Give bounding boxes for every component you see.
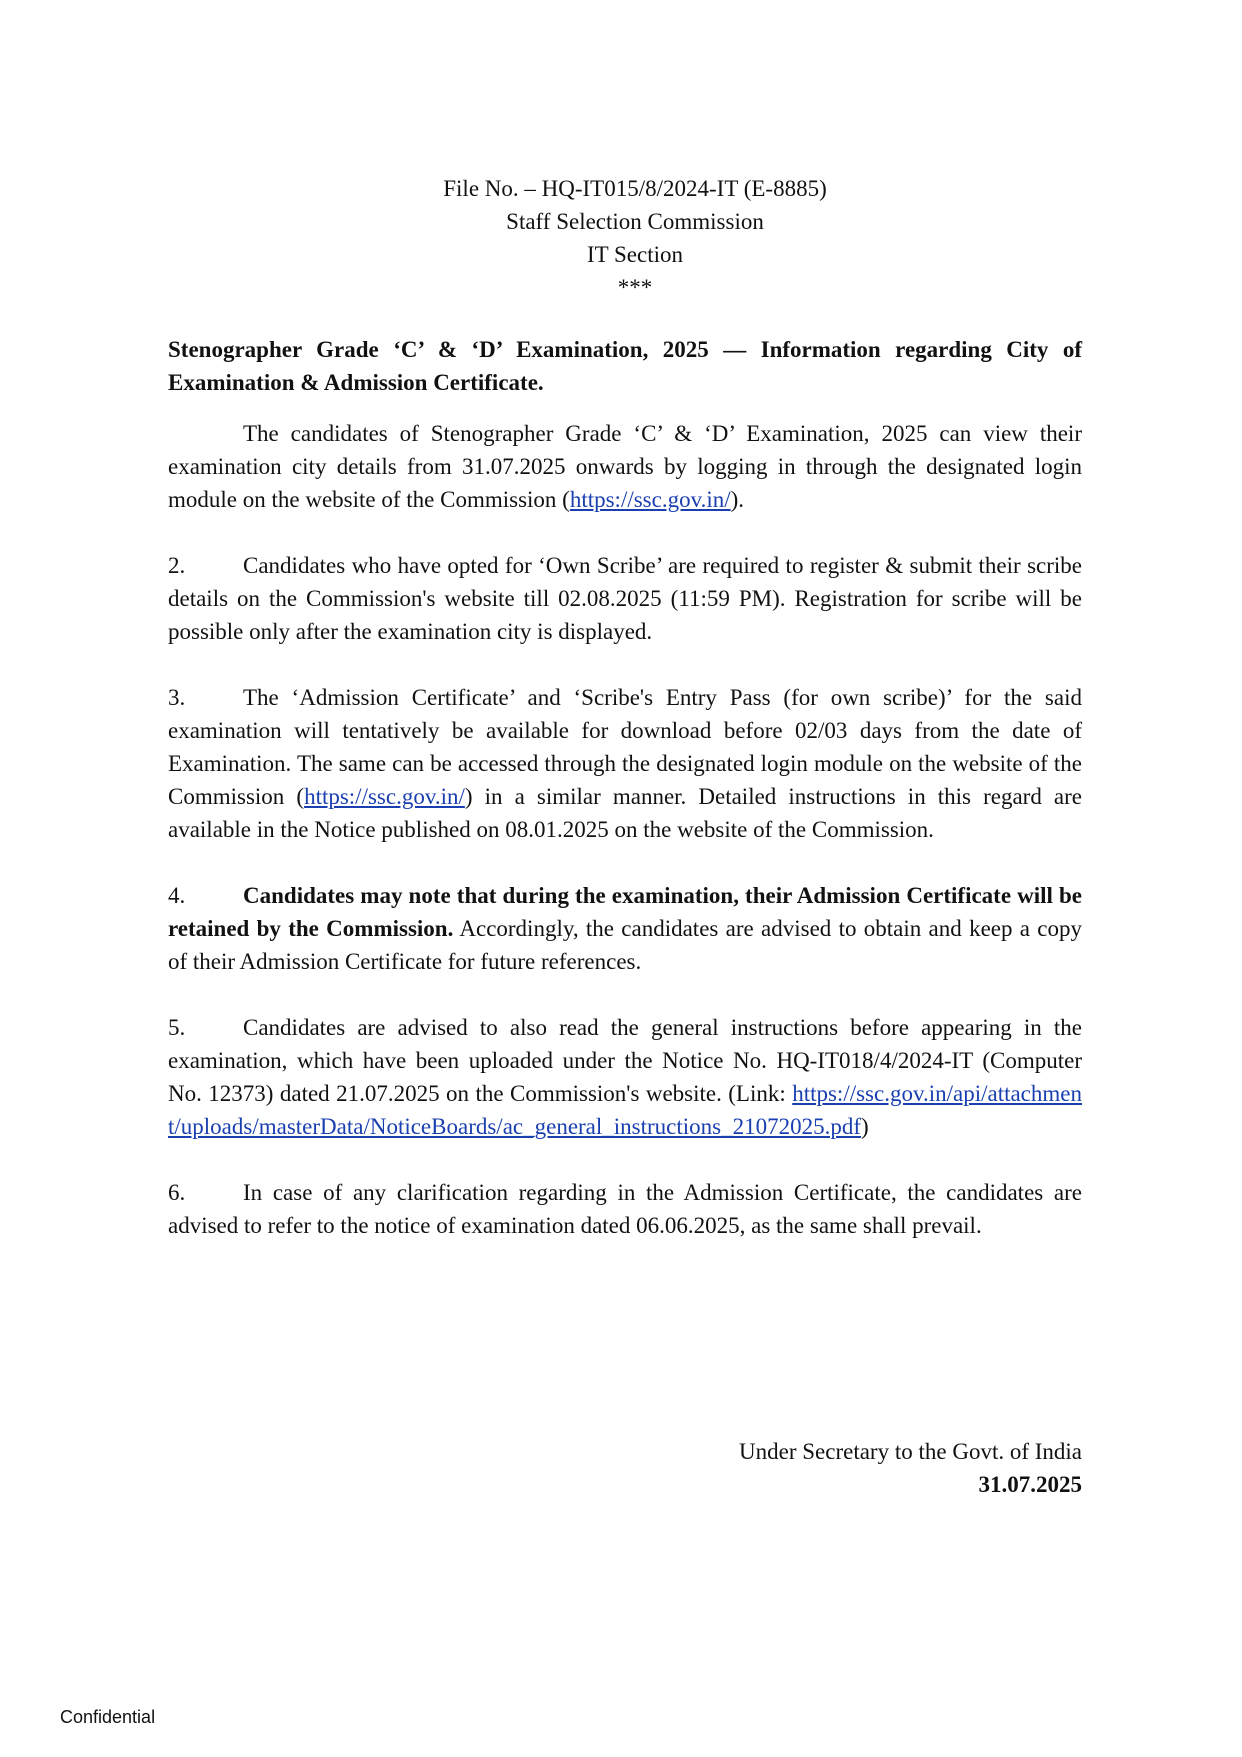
signature-date: 31.07.2025 [978,1472,1082,1497]
document-header [0,172,1242,304]
document-body [168,333,1082,1275]
subject-line: Stenographer Grade ‘C’ & ‘D’ Examination, 2025 — Information regarding City of Examination & Admission Certificate. [168,337,1082,395]
section-name: IT Section [586,242,684,267]
paragraph-4 [168,879,1082,978]
paragraph-2-text: Candidates who have opted for ‘Own Scribe’ are required to register & submit their scribe details on the Commission's website till 02.08.2025 (11:59 PM). Registration for scribe will be possible only after the examination city is displayed. [168,553,1082,644]
signatory-designation: Under Secretary to the Govt. of India [739,1439,1082,1464]
paragraph-4-text: Accordingly, the candidates are advised to obtain and keep a copy of their Admission Certificate for future references. [168,916,1082,974]
paragraph-2 [168,549,1082,648]
paragraph-5-text-end: ) [861,1114,869,1139]
signature-block [739,1435,1082,1501]
paragraph-6 [168,1176,1082,1242]
paragraph-1 [168,417,1082,516]
paragraph-3-text-end: ) in a similar manner. Detailed instructions in this regard are available in the Notice published on 08.01.2025 on the website of the Commission. [168,784,1082,842]
paragraph-6-text: In case of any clarification regarding in the Admission Certificate, the candidates are advised to refer to the notice of examination dated 06.06.2025, as the same shall prevail. [168,1180,1082,1238]
general-instructions-link[interactable]: https://ssc.gov.in/api/attachment/uploads/masterData/NoticeBoards/ac_general_instructions_21072025.pdf [168,1081,1082,1139]
organization-name: Staff Selection Commission [506,209,764,234]
paragraph-3-text: The ‘Admission Certificate’ and ‘Scribe's Entry Pass (for own scribe)’ for the said examination will tentatively be available for download before 02/03 days from the date of Examination. The same can be accessed through the designated login module on the website of the Commission ( [168,685,1082,809]
paragraph-number: 4. [168,883,186,908]
paragraph-5-text: Candidates are advised to also read the general instructions before appearing in the examination, which have been uploaded under the Notice No. HQ-IT018/4/2024-IT (Computer No. 12373) dated 21.07.2025 on the Commission's website. (Link: [168,1015,1082,1106]
paragraph-number: 5. [168,1015,186,1040]
ssc-website-link[interactable]: https://ssc.gov.in/ [304,784,465,809]
ssc-website-link[interactable]: https://ssc.gov.in/ [569,487,731,512]
header-separator: *** [617,275,653,300]
paragraph-4-bold-text: Candidates may note that during the examination, their Admission Certificate will be retained by the Commission. [168,883,1082,941]
paragraph-5 [168,1011,1082,1143]
paragraph-3 [168,681,1082,846]
paragraph-number: 2. [168,553,186,578]
paragraph-1-text-end: ). [730,487,745,512]
paragraph-number: 3. [168,685,186,710]
confidential-label: Confidential [60,1707,156,1727]
file-number: File No. – HQ-IT015/8/2024-IT (E-8885) [443,176,827,201]
paragraph-1-text: The candidates of Stenographer Grade ‘C’ & ‘D’ Examination, 2025 can view their examination city details from 31.07.2025 onwards by logging in through the designated login module on the website of the Commission ( [168,421,1082,512]
paragraph-number: 6. [168,1180,186,1205]
